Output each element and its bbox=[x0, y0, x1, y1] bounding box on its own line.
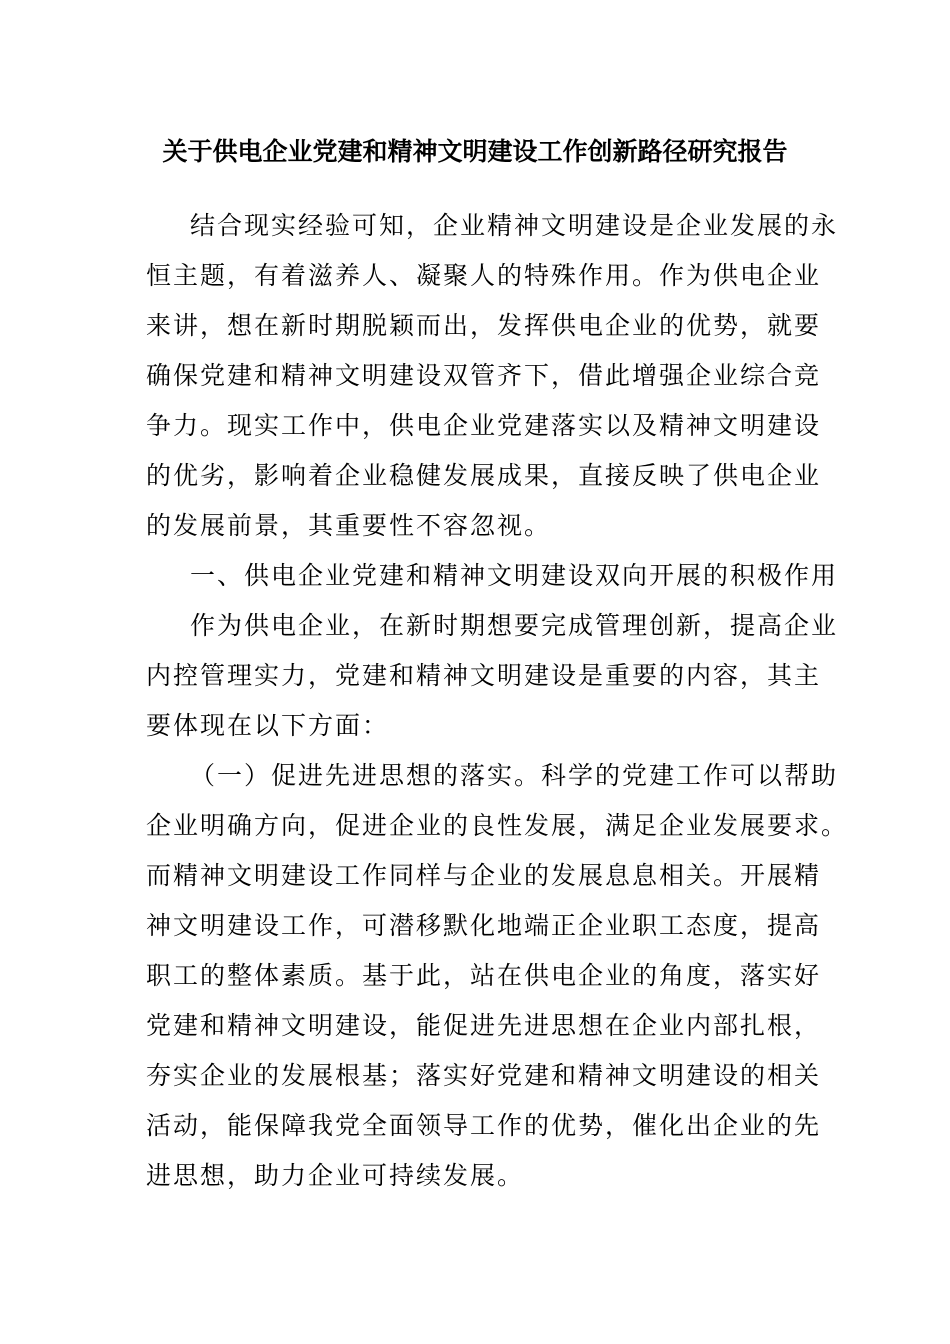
paragraph-line: 作为供电企业，在新时期想要完成管理创新，提高企业 bbox=[190, 611, 839, 640]
paragraph-line: 恒主题，有着滋养人、凝聚人的特殊作用。作为供电企业 bbox=[146, 261, 822, 290]
paragraph-line: 的发展前景，其重要性不容忽视。 bbox=[146, 511, 552, 540]
paragraph-line: 争力。现实工作中，供电企业党建落实以及精神文明建设 bbox=[146, 411, 822, 440]
paragraph-line: （一）促进先进思想的落实。科学的党建工作可以帮助 bbox=[190, 761, 839, 790]
paragraph-line: 神文明建设工作，可潜移默化地端正企业职工态度，提高 bbox=[146, 911, 822, 940]
paragraph-line: 而精神文明建设工作同样与企业的发展息息相关。开展精 bbox=[146, 861, 822, 890]
paragraph-line: 职工的整体素质。基于此，站在供电企业的角度，落实好 bbox=[146, 961, 822, 990]
section-heading: 一、供电企业党建和精神文明建设双向开展的积极作用 bbox=[190, 561, 839, 590]
paragraph-line: 结合现实经验可知，企业精神文明建设是企业发展的永 bbox=[190, 211, 839, 240]
paragraph-line: 企业明确方向，促进企业的良性发展，满足企业发展要求。 bbox=[146, 811, 849, 840]
paragraph-line: 确保党建和精神文明建设双管齐下，借此增强企业综合竞 bbox=[146, 361, 822, 390]
paragraph-line: 要体现在以下方面： bbox=[146, 711, 390, 740]
paragraph-line: 党建和精神文明建设，能促进先进思想在企业内部扎根， bbox=[146, 1011, 822, 1040]
paragraph-line: 活动，能保障我党全面领导工作的优势，催化出企业的先 bbox=[146, 1111, 822, 1140]
paragraph-line: 夯实企业的发展根基；落实好党建和精神文明建设的相关 bbox=[146, 1061, 822, 1090]
paragraph-line: 来讲，想在新时期脱颖而出，发挥供电企业的优势，就要 bbox=[146, 311, 822, 340]
paragraph-line: 内控管理实力，党建和精神文明建设是重要的内容，其主 bbox=[146, 661, 822, 690]
document-title: 关于供电企业党建和精神文明建设工作创新路径研究报告 bbox=[162, 137, 788, 166]
paragraph-line: 的优劣，影响着企业稳健发展成果，直接反映了供电企业 bbox=[146, 461, 822, 490]
paragraph-line: 进思想，助力企业可持续发展。 bbox=[146, 1161, 525, 1190]
